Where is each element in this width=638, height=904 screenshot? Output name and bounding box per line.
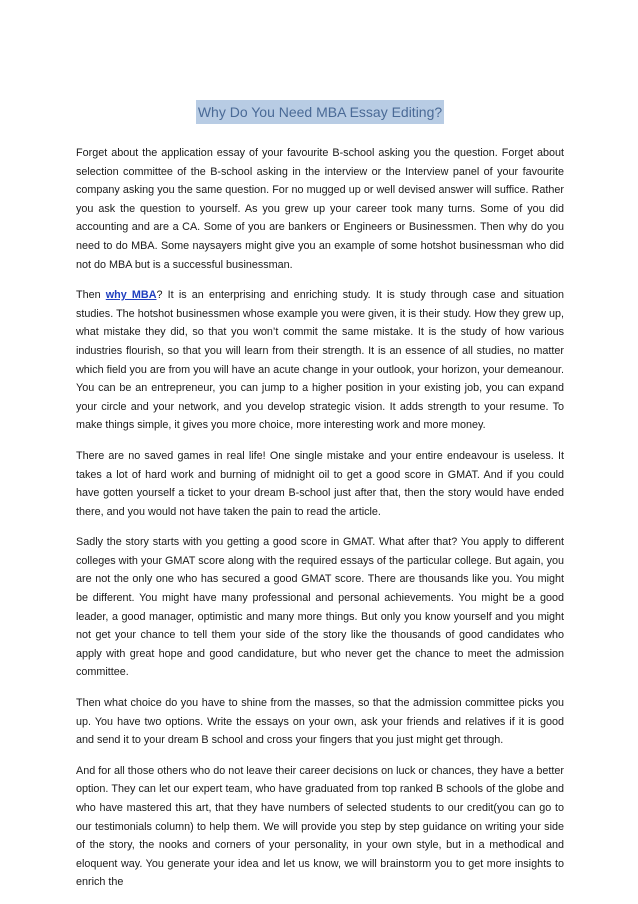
paragraph-4: Sadly the story starts with you getting a good score in GMAT. What after that? You apply to different colleges with your GMAT score along with the required essays of the particular college. But again, you are not the only one who has secured a good GMAT score. There are thousands like you. You might be different. You might have many professional and personal achievements. You might be a good leader, a good manager, optimistic and many more things. But only you know yourself and you might not get your chance to tell them your side of the story like the thousands of good candidates who apply with great hope and good candidature, but who never get the chance to meet the admission committee. [76,536,564,679]
paragraph-2-before: Then [76,289,106,302]
paragraph-6: And for all those others who do not leave their career decisions on luck or chances, they have a better option. They can let our expert team, who have graduated from top ranked B schools of the globe and who have mastered this art, that they have numbers of selected students to our credit(you can go to our testimonials column) to help them. We will provide you step by step guidance on writing your side of the story, the nooks and corners of your personality, in your own style, but in a methodical and eloquent way. You generate your idea and let us know, we will brainstorm you to get more insights to enrich the [76,764,564,889]
paragraph-5: Then what choice do you have to shine from the masses, so that the admission committee picks you up. You have two options. Write the essays on your own, ask your friends and relatives if it is good and send it to your dream B school and cross your fingers that you just might get through. [76,697,564,747]
paragraph-2-after: ? It is an enterprising and enriching study. It is study through case and situation studies. The hotshot businessmen whose example you were given, it is their study. How they grew up, what mistake they did, so that you won’t commit the same mistake. It is the study of how various industries flourish, so that you will learn from their strength. It is an essence of all studies, no matter which field you are from you will have an acute change in your outlook, your horizon, your demeanour. You can be an entrepreneur, you can jump to a higher position in your existing job, you can expand your circle and your network, and you develop strategic vision. It adds strength to your resume. To make things simple, it gives you more choice, more interesting work and more money. [76,289,565,432]
paragraph-1: Forget about the application essay of your favourite B-school asking you the question. Forget about selection committee of the B-school asking in the interview or the Interview panel of your favourite company asking you the same question. For no mugged up or well devised answer will suffice. Rather you ask the question to yourself. As you grew up your career took many turns. Some of you did accounting and are a CA. Some of you are bankers or Engineers or Businessmen. Then why do you need to do MBA. Some naysayers might give you an example of some hotshot businessman who did not do MBA but is a successful businessman. [76,147,564,271]
document-page [76,100,564,904]
why-mba-link[interactable]: why MBA [105,289,157,302]
title-container [76,100,564,124]
paragraph-2 [76,286,564,435]
page-title: Why Do You Need MBA Essay Editing? [196,100,444,124]
paragraph-3: There are no saved games in real life! One single mistake and your entire endeavour is useless. It takes a lot of hard work and burning of midnight oil to get a good score in GMAT. And if you could have gotten yourself a ticket to your dream B-school just after that, then the story would have ended there, and you would not have taken the pain to read the article. [76,449,564,518]
